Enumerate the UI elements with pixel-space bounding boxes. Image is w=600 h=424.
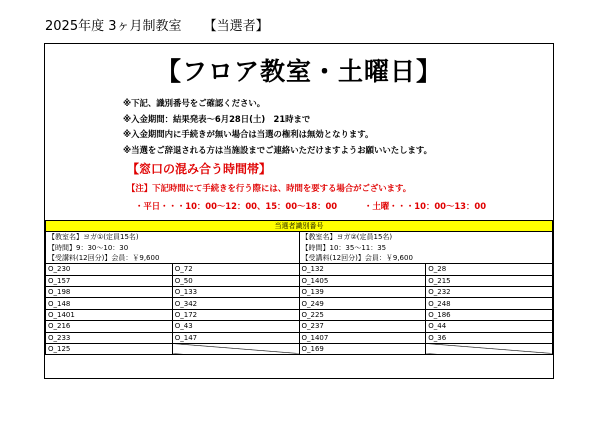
- id-cell: O_172: [172, 309, 299, 320]
- id-cell: O_157: [46, 275, 173, 286]
- id-cell: O_342: [172, 298, 299, 309]
- busy-hours: [135, 200, 486, 212]
- hours-saturday: ・土曜・・・10：00～13：00: [364, 201, 487, 211]
- winner-id-table: [45, 220, 553, 355]
- class-time: 【時間】9：30～10：30: [46, 242, 300, 252]
- busy-hours-title: 【窓口の混み合う時間帯】: [127, 162, 272, 176]
- empty-cell: [172, 343, 299, 354]
- id-cell: O_132: [299, 264, 426, 275]
- id-cell: O_1401: [46, 309, 173, 320]
- class-name: 【教室名】ヨガ②(定員15名): [299, 232, 553, 243]
- id-cell: O_125: [46, 343, 173, 354]
- id-cell: O_1407: [299, 332, 426, 343]
- winner-badge: 【当選者】: [203, 19, 269, 34]
- id-cell: O_72: [172, 264, 299, 275]
- class-name: 【教室名】ヨガ①(定員15名): [46, 232, 300, 243]
- id-cell: O_36: [426, 332, 553, 343]
- id-cell: O_148: [46, 298, 173, 309]
- id-cell: O_169: [299, 343, 426, 354]
- empty-cell: [426, 343, 553, 354]
- id-cell: O_186: [426, 309, 553, 320]
- id-cell: O_133: [172, 286, 299, 297]
- id-cell: O_232: [426, 286, 553, 297]
- id-rows: [46, 264, 553, 355]
- table-row: [46, 264, 553, 275]
- id-cell: O_215: [426, 275, 553, 286]
- id-cell: O_50: [172, 275, 299, 286]
- busy-hours-note: 【注】下記時間にて手続きを行う際には、時間を要する場合がございます。: [127, 183, 412, 193]
- id-cell: O_230: [46, 264, 173, 275]
- page-title: 2025年度 3ヶ月制教室: [45, 19, 182, 34]
- id-cell: O_1405: [299, 275, 426, 286]
- table-row: [46, 275, 553, 286]
- table-row: [46, 286, 553, 297]
- table-row: [46, 332, 553, 343]
- note-item: ※入金期間内に手続きが無い場合は当選の権利は無効となります。: [123, 129, 374, 139]
- notice-frame: [44, 43, 554, 379]
- id-cell: O_225: [299, 309, 426, 320]
- id-cell: O_248: [426, 298, 553, 309]
- class-time: 【時間】10：35～11：35: [299, 242, 553, 252]
- table-row: [46, 298, 553, 309]
- table-banner: 当選者識別番号: [46, 221, 553, 232]
- notes-list: [123, 96, 432, 158]
- note-item: ※当選をご辞退される方は当施設までご連絡いただけますようお願いいたします。: [123, 144, 432, 155]
- class-fee: 【受講料(12回分)】会員：￥9,600: [299, 253, 553, 264]
- table-row: [46, 343, 553, 354]
- note-item: ※下記、識別番号をご確認ください。: [123, 98, 266, 108]
- id-cell: O_139: [299, 286, 426, 297]
- id-cell: O_28: [426, 264, 553, 275]
- class-fee: 【受講料(12回分)】会員：￥9,600: [46, 253, 300, 264]
- id-cell: O_249: [299, 298, 426, 309]
- id-cell: O_44: [426, 321, 553, 332]
- hours-weekday: ・平日・・・10：00～12：00、15：00～18：00: [135, 201, 338, 211]
- document-title: 【フロア教室・土曜日】: [155, 57, 442, 86]
- id-cell: O_198: [46, 286, 173, 297]
- note-item: ※入金期間：結果発表～6月28日(土) 21時まで: [123, 113, 311, 124]
- id-cell: O_237: [299, 321, 426, 332]
- id-cell: O_147: [172, 332, 299, 343]
- id-cell: O_233: [46, 332, 173, 343]
- table-row: [46, 321, 553, 332]
- id-cell: O_216: [46, 321, 173, 332]
- page-header: [45, 15, 269, 34]
- id-cell: O_43: [172, 321, 299, 332]
- table-row: [46, 309, 553, 320]
